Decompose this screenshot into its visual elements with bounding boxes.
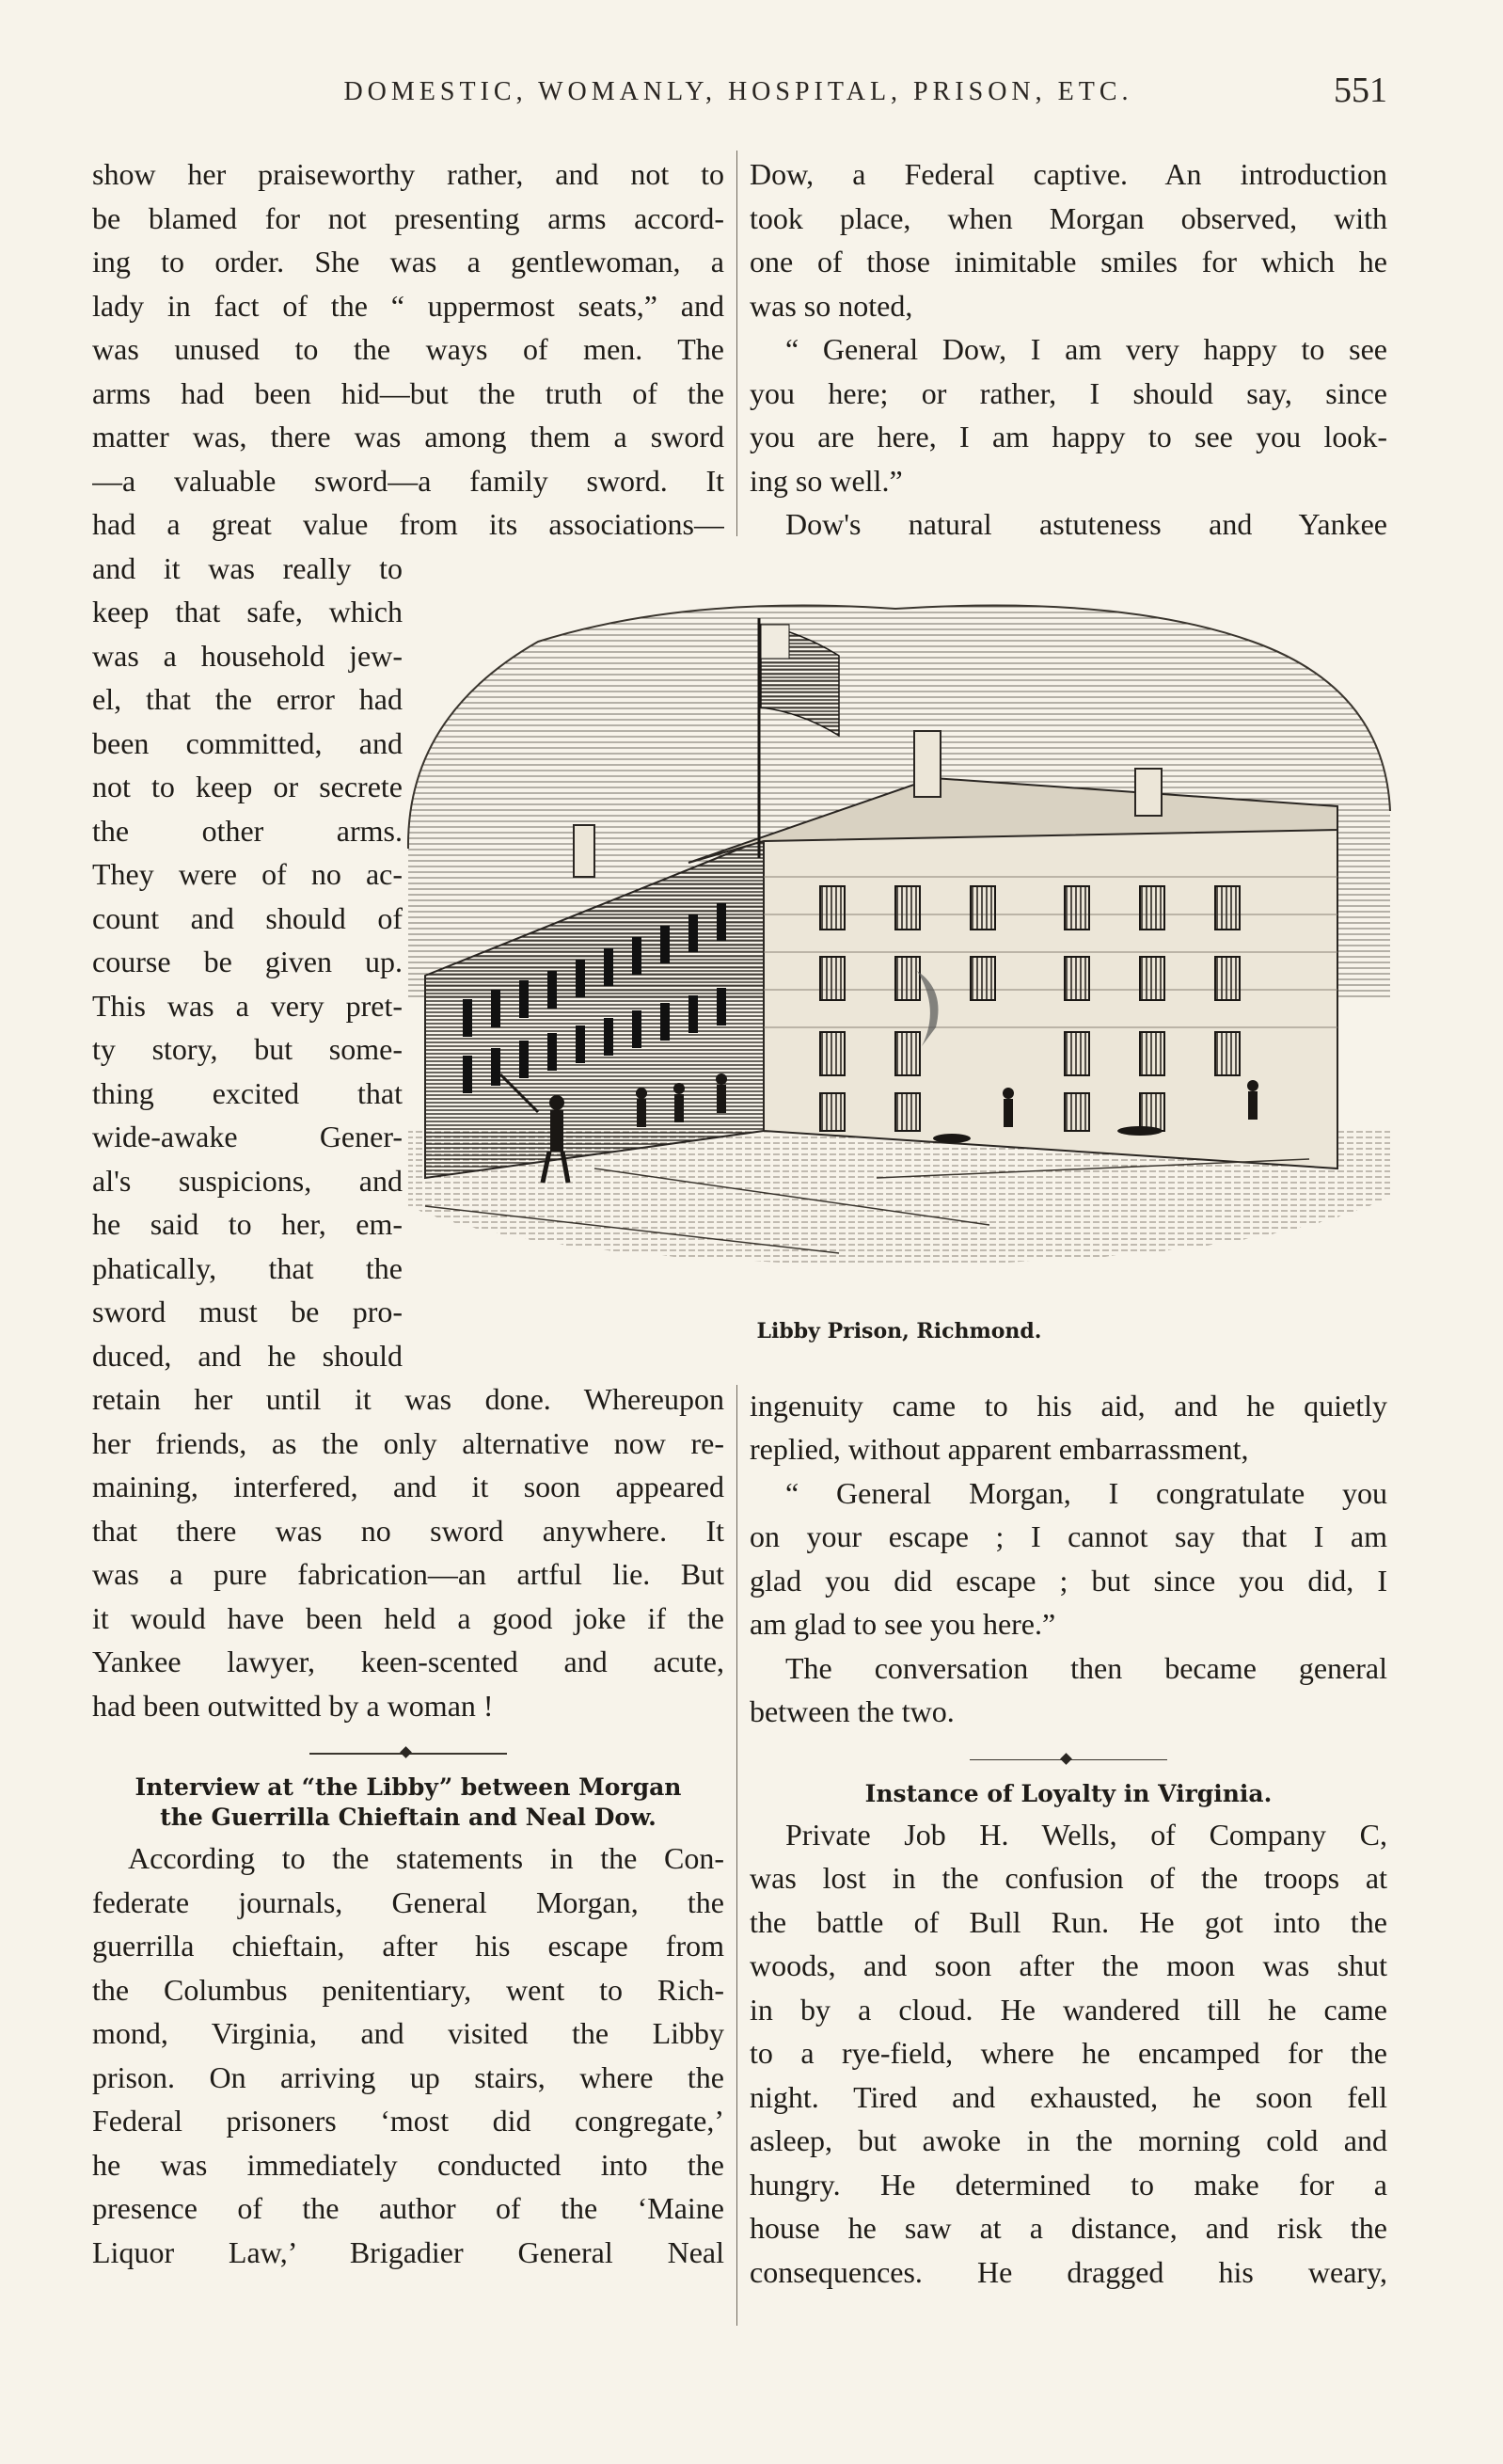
text-line: was a pure fabrication—an artful lie. But: [92, 1557, 724, 1591]
text-line: retain her until it was done. Whereupon: [92, 1382, 724, 1416]
text-line: Private Job H. Wells, of Company C,: [785, 1817, 1387, 1852]
text-line: the battle of Bull Run. He got into the: [750, 1904, 1387, 1939]
text-line: guerrilla chieftain, after his escape from: [92, 1929, 724, 1963]
text-line: he said to her, em-: [92, 1207, 403, 1241]
text-line: took place, when Morgan observed, with: [750, 200, 1387, 235]
text-line: am glad to see you here.”: [750, 1607, 1056, 1641]
text-line: consequences. He dragged his weary,: [750, 2254, 1387, 2289]
text-line: duced, and he should: [92, 1338, 403, 1373]
text-line: night. Tired and exhausted, he soon fell: [750, 2079, 1387, 2114]
text-line: be blamed for not presenting arms accord-: [92, 200, 724, 235]
text-line: presence of the author of the ‘Maine: [92, 2191, 724, 2225]
section-heading-interview: [92, 1772, 724, 1833]
text-line: ty story, but some-: [92, 1032, 403, 1066]
text-line: had a great value from its associations—: [92, 507, 724, 541]
text-line: not to keep or secrete: [92, 770, 403, 803]
text-line: the other arms.: [92, 813, 403, 848]
text-line: show her praiseworthy rather, and not to: [92, 157, 724, 191]
text-line: This was a very pret-: [92, 988, 403, 1023]
text-line: count and should of: [92, 900, 403, 935]
text-line: mond, Virginia, and visited the Libby: [92, 2016, 724, 2050]
engraving-libby-prison-icon: [406, 604, 1392, 1291]
section-separator: [309, 1744, 507, 1763]
text-line: her friends, as the only alternative now re-: [92, 1425, 724, 1460]
text-line: “ General Dow, I am very happy to see: [785, 332, 1387, 366]
text-line: was a household jew-: [92, 638, 403, 673]
wrapped-text-beside-figure: [92, 547, 403, 1378]
text-line: prison. On arriving up stairs, where the: [92, 2059, 724, 2094]
text-line: glad you did escape ; but since you did, I: [750, 1563, 1387, 1598]
text-line: been committed, and: [92, 725, 403, 760]
text-line: you here; or rather, I should say, since: [750, 375, 1387, 410]
text-line: —a valuable sword—a family sword. It: [92, 463, 724, 498]
text-line: matter was, there was among them a sword: [92, 420, 724, 453]
text-line: was unused to the ways of men. The: [92, 332, 724, 366]
text-line: hungry. He determined to make for a: [750, 2167, 1387, 2202]
text-line: al's suspicions, and: [92, 1163, 403, 1198]
text-line: was lost in the confusion of the troops at: [750, 1861, 1387, 1895]
text-line: Yankee lawyer, keen-scented and acute,: [92, 1645, 724, 1678]
text-line: that there was no sword anywhere. It: [92, 1513, 724, 1548]
text-line: one of those inimitable smiles for which he: [750, 245, 1387, 278]
text-line: They were of no ac-: [92, 857, 403, 891]
heading-line: the Guerrilla Chieftain and Neal Dow.: [160, 1804, 657, 1831]
text-line: arms had been hid—but the truth of the: [92, 375, 724, 410]
text-line: Dow's natural astuteness and Yankee: [785, 507, 1387, 541]
text-line: federate journals, General Morgan, the: [92, 1884, 724, 1919]
figure-libby-prison: [406, 604, 1392, 1343]
interview-paragraph: [92, 1836, 724, 2274]
text-line: woods, and soon after the moon was shut: [750, 1948, 1387, 1982]
loyalty-paragraph: [750, 1813, 1387, 2295]
diamond-icon: [1060, 1753, 1072, 1765]
text-line: on your escape ; I cannot say that I am: [750, 1519, 1387, 1553]
text-line: Federal prisoners ‘most did congregate,’: [92, 2104, 724, 2138]
text-line: “ General Morgan, I congratulate you: [785, 1475, 1387, 1510]
text-line: Liquor Law,’ Brigadier General Neal: [92, 2234, 724, 2269]
text-line: Dow, a Federal captive. An introduction: [750, 157, 1387, 191]
text-line: phatically, that the: [92, 1250, 403, 1285]
text-line: asleep, but awoke in the morning cold and: [750, 2123, 1387, 2157]
text-line: was so noted,: [750, 288, 913, 323]
diamond-icon: [400, 1746, 412, 1758]
heading-line: Interview at “the Libby” between Morgan: [134, 1773, 682, 1801]
text-line: ing to order. She was a gentlewoman, a: [92, 245, 724, 278]
text-line: the Columbus penitentiary, went to Rich-: [92, 1972, 724, 2007]
text-line: had been outwitted by a woman !: [92, 1688, 494, 1723]
section-separator: [970, 1751, 1167, 1770]
right-top-paragraph: [750, 152, 1387, 547]
text-line: keep that safe, which: [92, 595, 403, 628]
text-line: and it was really to: [92, 550, 403, 585]
text-line: maining, interfered, and it soon appeared: [92, 1470, 724, 1503]
text-line: ing so well.”: [750, 463, 903, 498]
left-after-figure-paragraph: [92, 1377, 724, 1727]
text-line: in by a cloud. He wandered till he came: [750, 1992, 1387, 2027]
text-line: it would have been held a good joke if the: [92, 1600, 724, 1635]
text-line: course be given up.: [92, 945, 403, 978]
text-line: house he saw at a distance, and risk the: [750, 2211, 1387, 2245]
right-after-figure-paragraph: [750, 1384, 1387, 1734]
text-line: According to the statements in the Con-: [128, 1841, 724, 1875]
text-line: you are here, I am happy to see you look-: [750, 420, 1387, 453]
text-line: thing excited that: [92, 1075, 403, 1110]
column-divider-top: [736, 151, 737, 536]
text-line: replied, without apparent embarrassment,: [750, 1432, 1249, 1466]
text-line: sword must be pro-: [92, 1295, 403, 1328]
page-number: 551: [1334, 71, 1387, 110]
text-line: to a rye-field, where he encamped for the: [750, 2036, 1387, 2070]
text-line: wide-awake Gener-: [92, 1120, 403, 1153]
text-line: between the two.: [750, 1694, 955, 1728]
column-divider-bottom: [736, 1385, 737, 2326]
text-line: el, that the error had: [92, 682, 403, 716]
figure-caption: Libby Prison, Richmond.: [756, 1319, 1042, 1343]
text-line: ingenuity came to his aid, and he quietly: [750, 1388, 1387, 1423]
text-line: The conversation then became general: [785, 1650, 1387, 1685]
running-head: DOMESTIC, WOMANLY, HOSPITAL, PRISON, ETC.: [343, 77, 1133, 106]
left-top-paragraph: [92, 152, 724, 547]
section-heading-loyalty: Instance of Loyalty in Virginia.: [864, 1779, 1273, 1807]
text-line: he was immediately conducted into the: [92, 2147, 724, 2182]
text-line: lady in fact of the “ uppermost seats,” and: [92, 288, 724, 323]
